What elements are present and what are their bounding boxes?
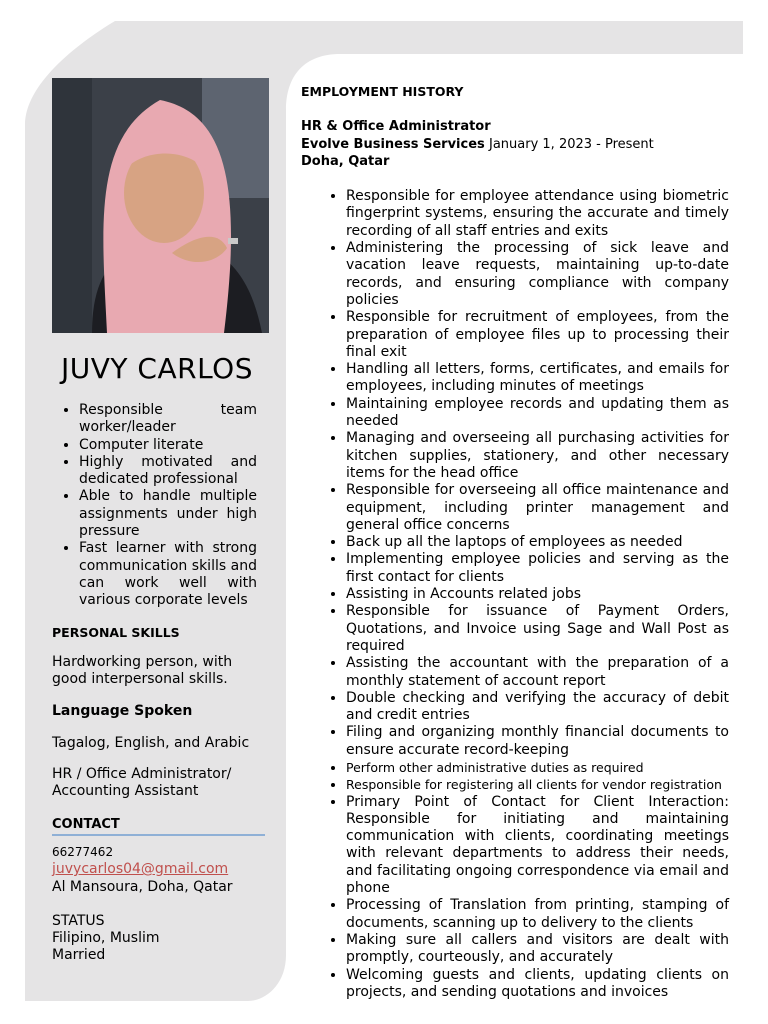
employment-history-heading: EMPLOYMENT HISTORY [301, 84, 464, 99]
list-item: • Responsible team worker/leader [79, 402, 257, 437]
status-marital: Married [52, 947, 106, 964]
list-item: • Assisting in Accounts related jobs [346, 586, 729, 603]
traits-list [52, 402, 257, 610]
right-column [301, 83, 729, 1001]
language-heading: Language Spoken [52, 703, 193, 720]
list-item: • Processing of Translation from printing, stamping of documents, scanning up to delivery to the clients [346, 897, 729, 932]
employment-dates: January 1, 2023 - Present [489, 136, 654, 152]
contact-address: Al Mansoura, Doha, Qatar [52, 878, 233, 895]
contact-heading: CONTACT [52, 816, 265, 836]
list-item: • Filing and organizing monthly financial documents to ensure accurate record-keeping [346, 724, 729, 759]
list-item: • Welcoming guests and clients, updating clients on projects, and sending quotations and invoices [346, 967, 729, 1002]
list-item: • Responsible for issuance of Payment Orders, Quotations, and Invoice using Sage and Wall Post as required [346, 603, 729, 655]
job-title: HR & Office Administrator [301, 119, 491, 135]
duties-list [301, 188, 729, 1001]
personal-skills-text: Hardworking person, with good interpersonal skills. [52, 653, 233, 688]
role-text: HR / Office Administrator/ Accounting Assistant [52, 766, 232, 800]
profile-photo [52, 78, 269, 333]
list-item: • Primary Point of Contact for Client Interaction: Responsible for initiating and maintaining communication with clients, coordinating meetings with relevant departments to address their needs, and facilitating ongoing correspondence via email and phone [346, 794, 729, 898]
personal-skills-heading: PERSONAL SKILLS [52, 624, 180, 640]
contact-phone: 66277462 [52, 844, 114, 859]
list-item: • Fast learner with strong communication skills and can work well with various corporate levels [79, 540, 257, 609]
candidate-name: JUVY CARLOS [61, 352, 253, 385]
status-label: STATUS [52, 912, 105, 929]
list-item: • Computer literate [79, 437, 257, 454]
list-item: • Assisting the accountant with the preparation of a monthly statement of account report [346, 655, 729, 690]
company-name: Evolve Business Services [301, 136, 485, 152]
status-nationality-religion: Filipino, Muslim [52, 930, 160, 947]
company-row [301, 136, 729, 153]
left-column [52, 402, 257, 965]
list-item: • Handling all letters, forms, certificates, and emails for employees, including minutes of meetings [346, 361, 729, 396]
list-item: • Making sure all callers and visitors are dealt with promptly, courteously, and accurately [346, 932, 729, 967]
list-item: • Implementing employee policies and serving as the first contact for clients [346, 551, 729, 586]
job-location: Doha, Qatar [301, 153, 390, 169]
contact-email-link[interactable]: juvycarlos04@gmail.com [52, 861, 229, 878]
list-item: • Managing and overseeing all purchasing activities for kitchen supplies, stationery, and other necessary items for the head office [346, 430, 729, 482]
list-item: • Perform other administrative duties as required [346, 759, 729, 776]
list-item: • Responsible for overseeing all office maintenance and equipment, including printer management and general office concerns [346, 482, 729, 534]
list-item: • Highly motivated and dedicated professional [79, 454, 257, 489]
list-item: • Able to handle multiple assignments under high pressure [79, 488, 257, 540]
list-item: • Responsible for recruitment of employees, from the preparation of employee files up to processing their final exit [346, 309, 729, 361]
list-item: • Responsible for registering all clients for vendor registration [346, 776, 729, 793]
list-item: • Maintaining employee records and updating them as needed [346, 396, 729, 431]
language-text: Tagalog, English, and Arabic [52, 734, 250, 751]
list-item: • Responsible for employee attendance using biometric fingerprint systems, ensuring the accurate and timely recording of all staff entries and exits [346, 188, 729, 240]
list-item: • Back up all the laptops of employees as needed [346, 534, 729, 551]
list-item: • Double checking and verifying the accuracy of debit and credit entries [346, 690, 729, 725]
list-item: • Administering the processing of sick leave and vacation leave requests, maintaining up-to-date records, and ensuring compliance with company policies [346, 240, 729, 309]
